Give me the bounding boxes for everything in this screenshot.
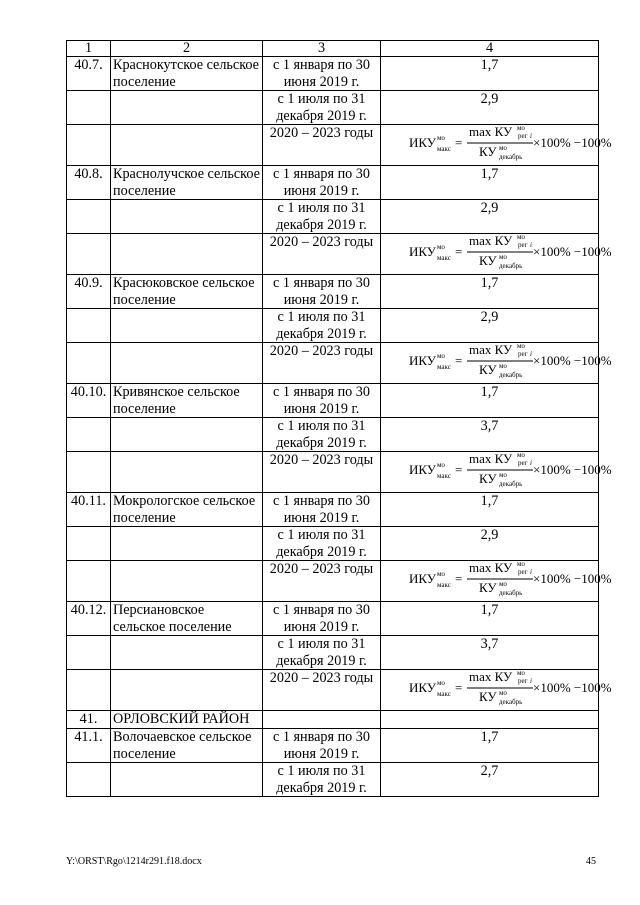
formula-tail: ×100% −100% bbox=[533, 135, 612, 150]
index-value: 1,7 bbox=[381, 166, 599, 200]
formula-lhs-sub: макс bbox=[437, 363, 451, 371]
row-number: 40.10. bbox=[67, 384, 111, 418]
formula-wrap bbox=[383, 450, 612, 488]
formula-lhs-sup: мо bbox=[437, 570, 445, 578]
formula-denominator: КУ bbox=[479, 362, 497, 377]
region-name: ОРЛОВСКИЙ РАЙОН bbox=[111, 711, 263, 729]
settlement-name: Мокрологское сельское поселение bbox=[111, 493, 263, 527]
period-cell: 2020 – 2023 годы bbox=[263, 561, 381, 602]
ikumax-formula bbox=[409, 341, 615, 379]
period-cell: с 1 января по 30 июня 2019 г. bbox=[263, 166, 381, 200]
settlement-name bbox=[111, 418, 263, 452]
formula-wrap bbox=[383, 341, 612, 379]
formula-numerator: max КУ bbox=[469, 451, 513, 466]
row-number: 40.12. bbox=[67, 602, 111, 636]
settlement-name bbox=[111, 309, 263, 343]
row-number bbox=[67, 234, 111, 275]
formula-numerator: max КУ bbox=[469, 560, 513, 575]
formula-wrap bbox=[383, 559, 612, 597]
period-cell: с 1 января по 30 июня 2019 г. bbox=[263, 57, 381, 91]
formula-equals: = bbox=[455, 353, 463, 368]
index-value bbox=[381, 560, 612, 602]
row-number bbox=[67, 343, 111, 384]
row-number: 40.8. bbox=[67, 166, 111, 200]
formula-lhs: ИКУ bbox=[409, 353, 437, 368]
settlement-name bbox=[111, 125, 263, 166]
settlement-name bbox=[111, 452, 263, 493]
region-row bbox=[67, 711, 599, 729]
formula-den-sub: декабрь bbox=[499, 153, 523, 161]
index-value: 1,7 bbox=[381, 384, 599, 418]
formula-num-sup: мо bbox=[517, 233, 525, 241]
settlement-name: Волочаевское сельское поселение bbox=[111, 729, 263, 763]
formula-equals: = bbox=[455, 571, 463, 586]
period-cell: с 1 июля по 31 декабря 2019 г. bbox=[263, 200, 381, 234]
settlement-name bbox=[111, 200, 263, 234]
formula-num-sup: мо bbox=[517, 342, 525, 350]
table-row bbox=[67, 418, 599, 452]
formula-num-idx: i bbox=[530, 568, 532, 576]
table-row bbox=[67, 200, 599, 234]
ikumax-formula bbox=[409, 450, 615, 488]
formula-tail: ×100% −100% bbox=[533, 680, 612, 695]
formula-numerator: max КУ bbox=[469, 342, 513, 357]
formula-denominator: КУ bbox=[479, 580, 497, 595]
period-cell: 2020 – 2023 годы bbox=[263, 125, 381, 166]
formula-num-sub: рег bbox=[518, 350, 528, 358]
formula-wrap bbox=[383, 123, 612, 161]
formula-equals: = bbox=[455, 135, 463, 150]
table-row bbox=[67, 729, 599, 763]
table-row bbox=[67, 343, 599, 384]
tariff-table bbox=[66, 40, 612, 797]
ikumax-formula bbox=[409, 123, 615, 161]
formula-den-sub: декабрь bbox=[499, 698, 523, 706]
period-cell: с 1 января по 30 июня 2019 г. bbox=[263, 729, 381, 763]
formula-num-sub: рег bbox=[518, 568, 528, 576]
table-row bbox=[67, 309, 599, 343]
formula-numerator: max КУ bbox=[469, 669, 513, 684]
formula-wrap bbox=[383, 232, 612, 270]
formula-den-sup: мо bbox=[499, 580, 507, 588]
table-row bbox=[67, 125, 599, 166]
ikumax-formula bbox=[409, 232, 615, 270]
formula-lhs: ИКУ bbox=[409, 462, 437, 477]
table-row bbox=[67, 763, 599, 797]
settlement-name: Персиановское сельское поселение bbox=[111, 602, 263, 636]
footer-page-number: 45 bbox=[586, 856, 596, 867]
index-value bbox=[381, 669, 612, 711]
settlement-name bbox=[111, 91, 263, 125]
settlement-name: Красюковское сельское поселение bbox=[111, 275, 263, 309]
formula-tail: ×100% −100% bbox=[533, 244, 612, 259]
index-value: 2,7 bbox=[381, 763, 599, 797]
period-cell: с 1 января по 30 июня 2019 г. bbox=[263, 493, 381, 527]
formula-num-sub: рег bbox=[518, 459, 528, 467]
period-cell: 2020 – 2023 годы bbox=[263, 234, 381, 275]
formula-den-sub: декабрь bbox=[499, 480, 523, 488]
formula-den-sub: декабрь bbox=[499, 262, 523, 270]
row-number bbox=[67, 91, 111, 125]
formula-den-sub: декабрь bbox=[499, 371, 523, 379]
table-row bbox=[67, 527, 599, 561]
period-cell: 2020 – 2023 годы bbox=[263, 452, 381, 493]
settlement-name bbox=[111, 234, 263, 275]
row-number bbox=[67, 200, 111, 234]
formula-lhs-sup: мо bbox=[437, 352, 445, 360]
formula-equals: = bbox=[455, 462, 463, 477]
row-number: 40.11. bbox=[67, 493, 111, 527]
formula-lhs-sup: мо bbox=[437, 461, 445, 469]
index-value bbox=[381, 342, 612, 384]
formula-lhs-sup: мо bbox=[437, 679, 445, 687]
index-value: 2,9 bbox=[381, 309, 599, 343]
footer-file-path: Y:\ORST\Rgo\1214r291.f18.docx bbox=[66, 856, 202, 867]
index-value: 2,9 bbox=[381, 91, 599, 125]
formula-lhs: ИКУ bbox=[409, 680, 437, 695]
table-row bbox=[67, 384, 599, 418]
settlement-name bbox=[111, 670, 263, 711]
formula-equals: = bbox=[455, 680, 463, 695]
formula-num-sup: мо bbox=[517, 669, 525, 677]
table-row bbox=[67, 561, 599, 602]
ikumax-formula bbox=[409, 668, 615, 706]
index-value: 1,7 bbox=[381, 493, 599, 527]
period-cell: с 1 июля по 31 декабря 2019 г. bbox=[263, 636, 381, 670]
formula-wrap bbox=[383, 668, 612, 706]
table-row bbox=[67, 452, 599, 493]
index-value: 1,7 bbox=[381, 275, 599, 309]
settlement-name: Краснолучское сельское поселение bbox=[111, 166, 263, 200]
formula-lhs: ИКУ bbox=[409, 571, 437, 586]
formula-denominator: КУ bbox=[479, 471, 497, 486]
row-number bbox=[67, 309, 111, 343]
period-cell: с 1 июля по 31 декабря 2019 г. bbox=[263, 309, 381, 343]
index-value bbox=[381, 124, 612, 166]
formula-num-idx: i bbox=[530, 459, 532, 467]
header-col-4: 4 bbox=[381, 41, 599, 57]
formula-num-sup: мо bbox=[517, 451, 525, 459]
formula-tail: ×100% −100% bbox=[533, 462, 612, 477]
formula-lhs-sub: макс bbox=[437, 254, 451, 262]
row-number bbox=[67, 125, 111, 166]
row-number bbox=[67, 763, 111, 797]
formula-lhs: ИКУ bbox=[409, 244, 437, 259]
row-number bbox=[67, 670, 111, 711]
index-value: 1,7 bbox=[381, 729, 599, 763]
table-row bbox=[67, 91, 599, 125]
period-cell: 2020 – 2023 годы bbox=[263, 343, 381, 384]
formula-lhs-sup: мо bbox=[437, 134, 445, 142]
formula-den-sup: мо bbox=[499, 689, 507, 697]
row-number bbox=[67, 418, 111, 452]
formula-num-sub: рег bbox=[518, 241, 528, 249]
formula-lhs-sub: макс bbox=[437, 145, 451, 153]
row-number bbox=[67, 452, 111, 493]
table-row bbox=[67, 636, 599, 670]
formula-numerator: max КУ bbox=[469, 124, 513, 139]
ikumax-formula bbox=[409, 559, 615, 597]
formula-num-sup: мо bbox=[517, 560, 525, 568]
formula-den-sup: мо bbox=[499, 471, 507, 479]
table-row bbox=[67, 166, 599, 200]
formula-den-sup: мо bbox=[499, 253, 507, 261]
settlement-name bbox=[111, 527, 263, 561]
row-number: 41.1. bbox=[67, 729, 111, 763]
formula-denominator: КУ bbox=[479, 253, 497, 268]
table-row bbox=[67, 493, 599, 527]
formula-num-sub: рег bbox=[518, 677, 528, 685]
row-number: 40.7. bbox=[67, 57, 111, 91]
formula-lhs-sub: макс bbox=[437, 690, 451, 698]
index-value: 1,7 bbox=[381, 57, 599, 91]
formula-num-idx: i bbox=[530, 350, 532, 358]
table-row bbox=[67, 670, 599, 711]
formula-denominator: КУ bbox=[479, 144, 497, 159]
header-row bbox=[67, 41, 599, 57]
table-row bbox=[67, 57, 599, 91]
formula-den-sup: мо bbox=[499, 144, 507, 152]
formula-tail: ×100% −100% bbox=[533, 353, 612, 368]
formula-lhs-sup: мо bbox=[437, 243, 445, 251]
table-row bbox=[67, 234, 599, 275]
period-cell: с 1 января по 30 июня 2019 г. bbox=[263, 602, 381, 636]
period-cell: с 1 июля по 31 декабря 2019 г. bbox=[263, 418, 381, 452]
index-value: 3,7 bbox=[381, 636, 599, 670]
index-value bbox=[381, 451, 612, 493]
header-col-3: 3 bbox=[263, 41, 381, 57]
index-value: 3,7 bbox=[381, 418, 599, 452]
period-cell: 2020 – 2023 годы bbox=[263, 670, 381, 711]
period-cell: с 1 июля по 31 декабря 2019 г. bbox=[263, 527, 381, 561]
index-value: 2,9 bbox=[381, 527, 599, 561]
row-number: 40.9. bbox=[67, 275, 111, 309]
index-value bbox=[381, 233, 612, 275]
header-col-1: 1 bbox=[67, 41, 111, 57]
formula-num-sub: рег bbox=[518, 132, 528, 140]
formula-tail: ×100% −100% bbox=[533, 571, 612, 586]
formula-den-sub: декабрь bbox=[499, 589, 523, 597]
row-number bbox=[67, 636, 111, 670]
formula-den-sup: мо bbox=[499, 362, 507, 370]
period-cell: с 1 июля по 31 декабря 2019 г. bbox=[263, 91, 381, 125]
settlement-name bbox=[111, 343, 263, 384]
row-number bbox=[67, 561, 111, 602]
settlement-name bbox=[111, 636, 263, 670]
settlement-name: Краснокутское сельское поселение bbox=[111, 57, 263, 91]
formula-lhs-sub: макс bbox=[437, 581, 451, 589]
formula-equals: = bbox=[455, 244, 463, 259]
index-value: 1,7 bbox=[381, 602, 599, 636]
formula-lhs: ИКУ bbox=[409, 135, 437, 150]
table-row bbox=[67, 275, 599, 309]
settlement-name: Кривянское сельское поселение bbox=[111, 384, 263, 418]
formula-num-idx: i bbox=[530, 241, 532, 249]
table-row bbox=[67, 602, 599, 636]
row-number bbox=[67, 527, 111, 561]
formula-num-idx: i bbox=[530, 132, 532, 140]
period-cell: с 1 января по 30 июня 2019 г. bbox=[263, 384, 381, 418]
index-value: 2,9 bbox=[381, 200, 599, 234]
formula-numerator: max КУ bbox=[469, 233, 513, 248]
header-col-2: 2 bbox=[111, 41, 263, 57]
formula-num-sup: мо bbox=[517, 124, 525, 132]
settlement-name bbox=[111, 561, 263, 602]
region-number: 41. bbox=[67, 711, 111, 729]
empty-cell bbox=[263, 711, 381, 729]
formula-num-idx: i bbox=[530, 677, 532, 685]
formula-lhs-sub: макс bbox=[437, 472, 451, 480]
empty-cell bbox=[381, 711, 599, 729]
period-cell: с 1 января по 30 июня 2019 г. bbox=[263, 275, 381, 309]
period-cell: с 1 июля по 31 декабря 2019 г. bbox=[263, 763, 381, 797]
settlement-name bbox=[111, 763, 263, 797]
formula-denominator: КУ bbox=[479, 689, 497, 704]
